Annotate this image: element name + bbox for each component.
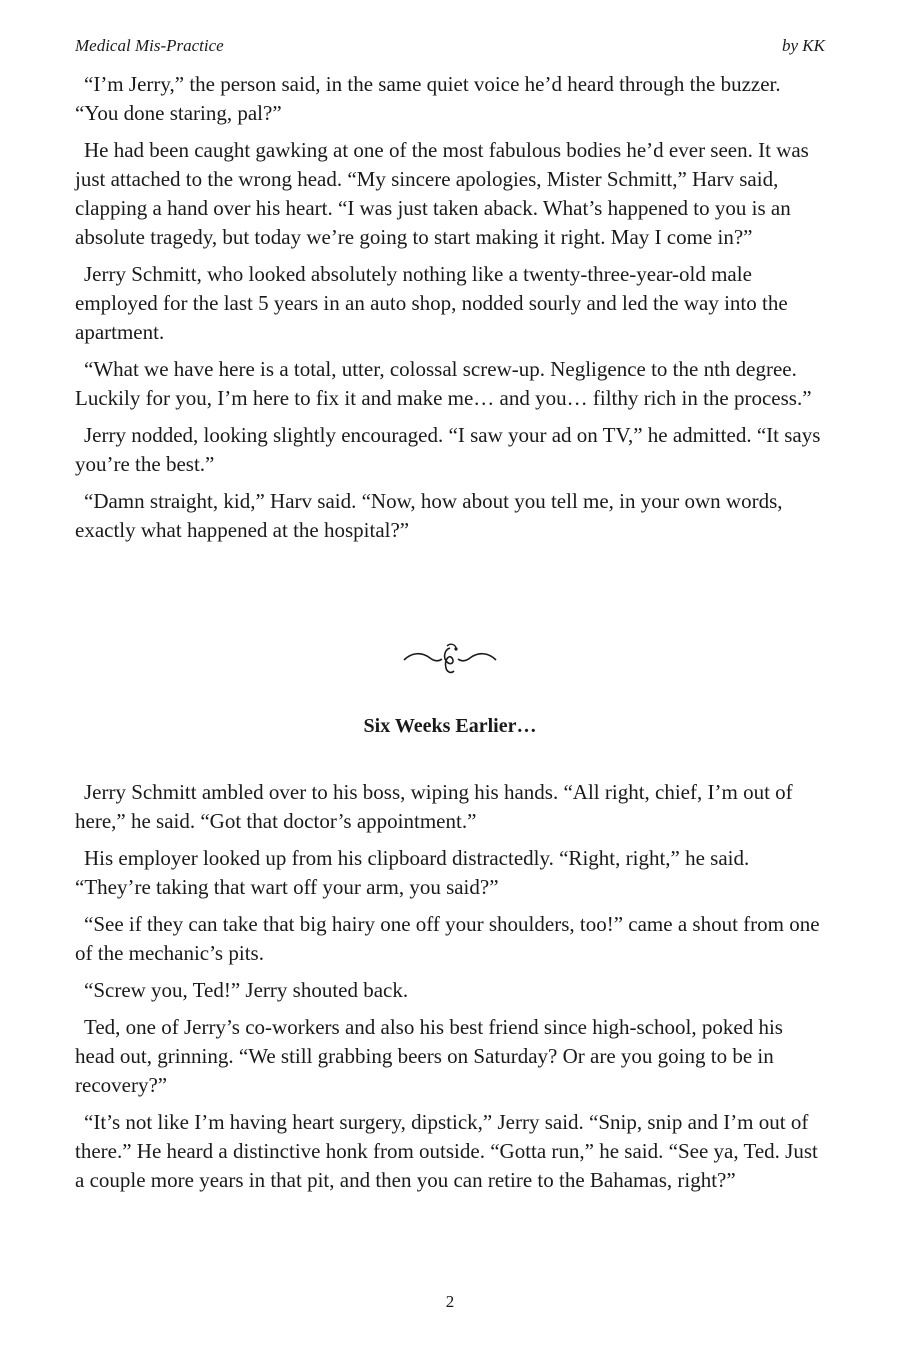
page-number: 2 — [445, 1292, 455, 1311]
paragraph: Ted, one of Jerry’s co-workers and also his best friend since high-school, poked his head out, grinning. “We still grabbing beers on Saturday? Or are you going to be in recovery?” — [75, 1015, 783, 1097]
paragraph: Jerry nodded, looking slightly encouraged. “I saw your ad on TV,” he admitted. “It says you’re the best.” — [75, 423, 821, 476]
paragraph: “I’m Jerry,” the person said, in the same quiet voice he’d heard through the buzzer. “You done staring, pal?” — [75, 72, 781, 125]
paragraph: Jerry Schmitt ambled over to his boss, wiping his hands. “All right, chief, I’m out of here,” he said. “Got that doctor’s appointment.” — [75, 780, 793, 833]
running-header — [75, 34, 825, 58]
flourish-divider-icon — [400, 640, 500, 680]
paragraph: “It’s not like I’m having heart surgery, dipstick,” Jerry said. “Snip, snip and I’m out of there.” He heard a distinctive honk from outside. “Gotta run,” he said. “See ya, Ted. Just a couple more years in that pit, and then you can retire to the Bahamas, right?” — [75, 1110, 818, 1192]
section-one-text — [75, 70, 827, 553]
paragraph: “What we have here is a total, utter, colossal screw-up. Negligence to the nth degree. Luckily for you, I’m here to fix it and make me… and you… filthy rich in the process.” — [75, 357, 812, 410]
header-book-title: Medical Mis-Practice — [75, 36, 224, 55]
header-author: by KK — [782, 36, 825, 55]
paragraph: His employer looked up from his clipboard distractedly. “Right, right,” he said. “They’re taking that wart off your arm, you said?” — [75, 846, 750, 899]
section-heading: Six Weeks Earlier… — [363, 715, 537, 737]
paragraph: He had been caught gawking at one of the most fabulous bodies he’d ever seen. It was just attached to the wrong head. “My sincere apologies, Mister Schmitt,” Harv said, clapping a hand over his heart. “I was just taken aback. What’s happened to you is an absolute tragedy, but today we’re going to start making it right. May I come in?” — [75, 138, 809, 249]
paragraph: Jerry Schmitt, who looked absolutely nothing like a twenty-three-year-old male employed for the last 5 years in an auto shop, nodded sourly and led the way into the apartment. — [75, 262, 788, 344]
paragraph: “See if they can take that big hairy one off your shoulders, too!” came a shout from one of the mechanic’s pits. — [75, 912, 820, 965]
paragraph: “Screw you, Ted!” Jerry shouted back. — [84, 978, 409, 1002]
section-two-text — [75, 778, 827, 1203]
paragraph: “Damn straight, kid,” Harv said. “Now, how about you tell me, in your own words, exactly what happened at the hospital?” — [75, 489, 783, 542]
